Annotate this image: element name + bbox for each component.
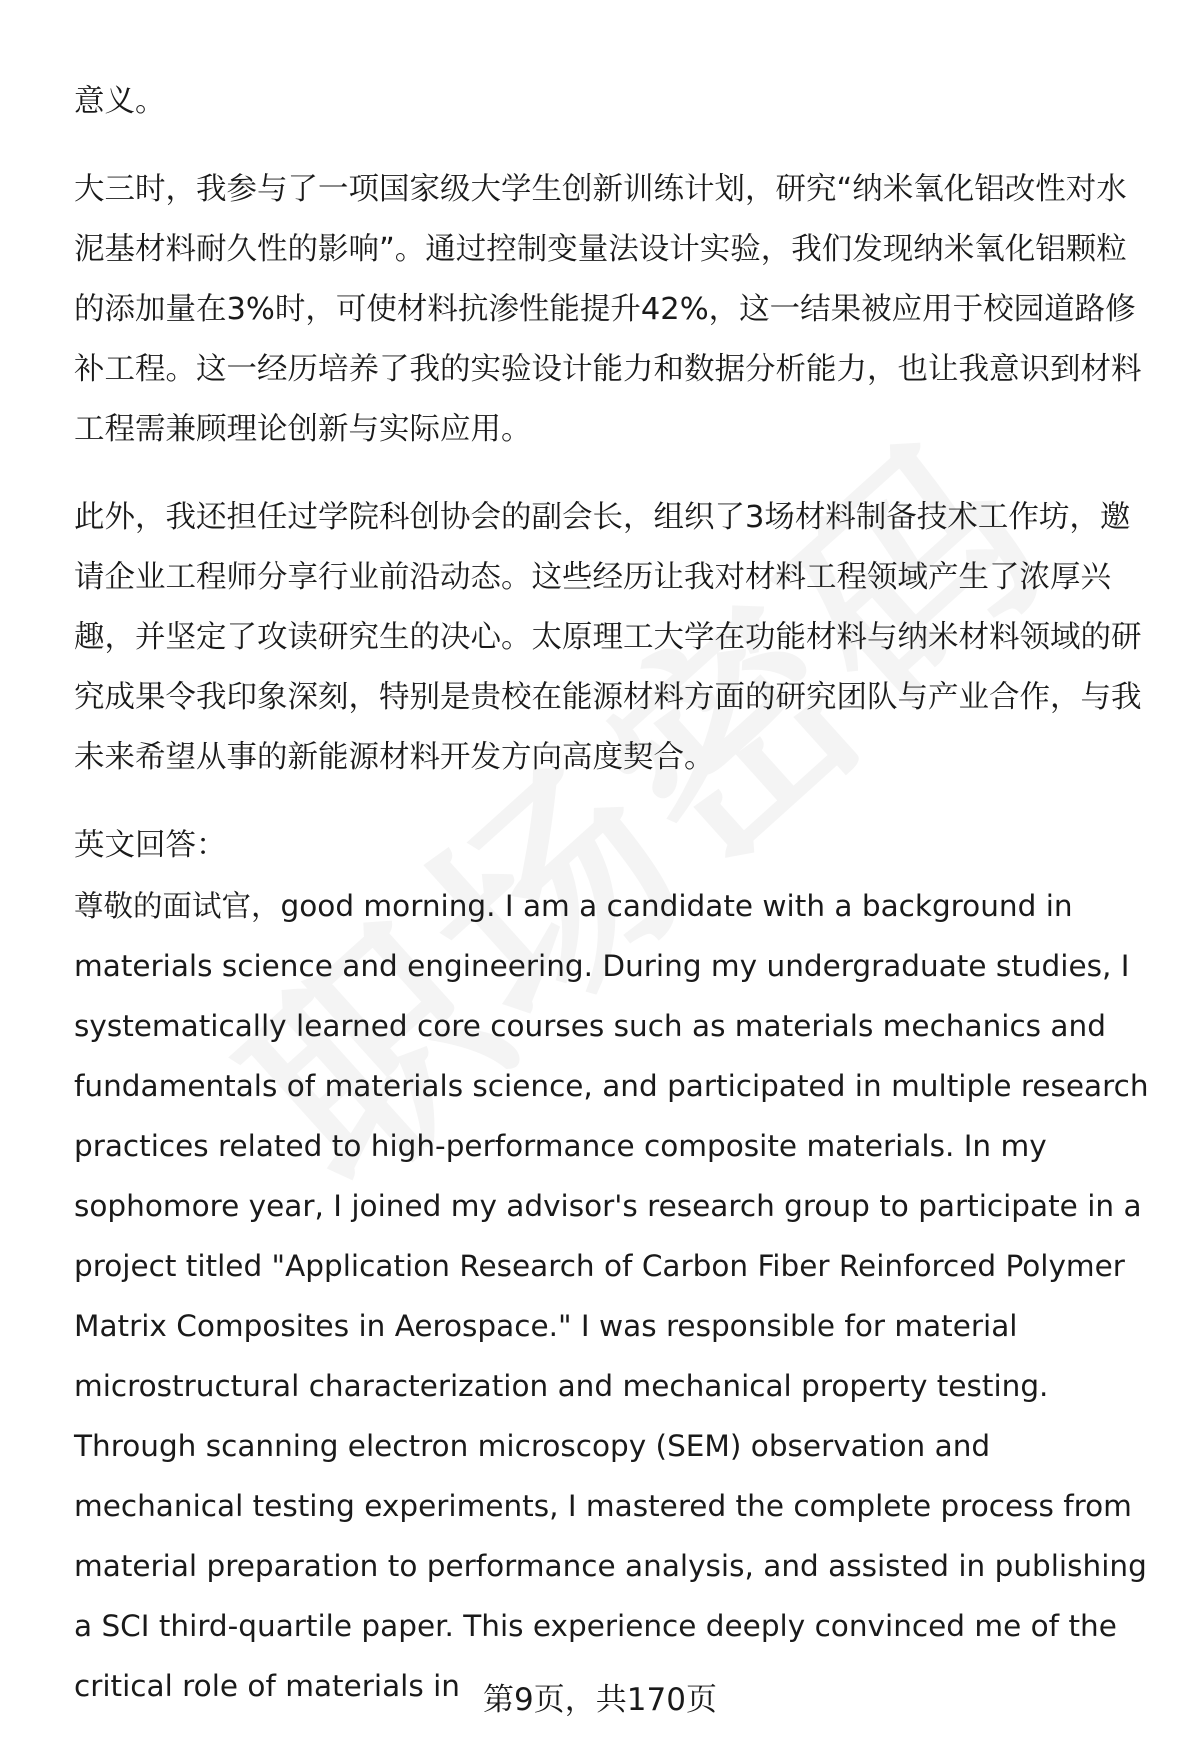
page-number: 第9页，共170页 <box>483 1682 717 1718</box>
paragraph-association: 此外，我还担任过学院科创协会的副会长，组织了3场材料制备技术工作坊，邀请企业工程师分享行业前沿动态。这些经历让我对材料工程领域产生了浓厚兴趣，并坚定了攻读研究生的决心。太原理工大学在功能材料与纳米材料领域的研究成果令我印象深刻，特别是贵校在能源材料方面的研究团队与产业合作，与我未来希望从事的新能源材料开发方向高度契合。 <box>74 500 1142 775</box>
paragraph-english-answer: 尊敬的面试官，good morning. I am a candidate with a background in materials science and engineering. During my undergraduate studies, I systematically learned core courses such as materials mechanics and fundamentals of materials science, and participated in multiple research practices related to high-performance composite materials. In my sophomore year, I joined my advisor's research group to participate in a project titled "Application Research of Carbon Fiber Reinforced Polymer Matrix Composites in Aerospace." I was responsible for material microstructural characterization and mechanical property testing. Through scanning electron microscopy (SEM) observation and mechanical testing experiments, I mastered the complete process from material preparation to performance analysis, and assisted in publishing a SCI third-quartile paper. This experience deeply convinced me of the critical role of materials in <box>74 889 1149 1703</box>
section-heading-english-answer: 英文回答： <box>74 828 227 863</box>
paragraph-ending: 意义。 <box>74 84 166 119</box>
document-body <box>74 72 1152 1716</box>
paragraph-innovation-project: 大三时，我参与了一项国家级大学生创新训练计划，研究“纳米氧化铝改性对水泥基材料耐久性的影响”。通过控制变量法设计实验，我们发现纳米氧化铝颗粒的添加量在3%时，可使材料抗渗性能提升42%，这一结果被应用于校园道路修补工程。这一经历培养了我的实验设计能力和数据分析能力，也让我意识到材料工程需兼顾理论创新与实际应用。 <box>74 172 1142 447</box>
